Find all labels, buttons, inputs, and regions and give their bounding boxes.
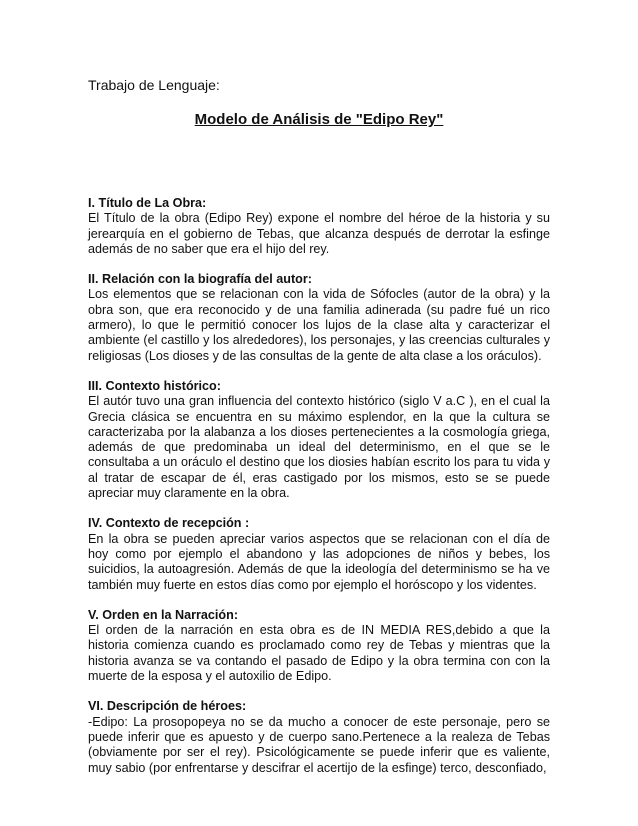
- section-text: Los elementos que se relacionan con la vida de Sófocles (autor de la obra) y la obra son, que era reconocido y de una familia adinerada (su padre fué un rico armero), lo que le permitió conocer los lujos de la clase alta y caracterizar el ambiente (el castillo y los alrededores), los personajes, y las creencias culturales y religiosas (Los dioses y de las consultas de la gente de alta clase a los oráculos).: [88, 287, 550, 363]
- section-text: El autór tuvo una gran influencia del contexto histórico (siglo V a.C ), en el cual la Grecia clásica se encuentra en su máximo esplendor, en la que la cultura se caracterizaba por la alabanza a los dioses pertenecientes a la cosmología griega, además de que predominaba un ideal del determinismo, en el que se le consultaba a un oráculo el destino que los diosies habían escrito los para tu vida y al tratar de escapar de él, eras castigado por los mismos, esto se se puede apreciar muy claramente en la obra.: [88, 394, 550, 501]
- document-header: Trabajo de Lenguaje:: [88, 77, 220, 93]
- section-descripcion-heroes: [88, 699, 550, 775]
- section-heading: V. Orden en la Narración:: [88, 607, 239, 622]
- section-text: El Título de la obra (Edipo Rey) expone el nombre del héroe de la historia y su jerearquía en el gobierno de Tebas, que alcanza después de derrotar la esfinge además de no saber que era el hijo del rey.: [88, 211, 550, 256]
- section-text: En la obra se pueden apreciar varios aspectos que se relacionan con el día de hoy como por ejemplo el abandono y las adopciones de niños y bebes, los suicidios, la autoagresión. Además de que la ideología del determinismo se ha ve también muy fuerte en estos días como por ejemplo el horóscopo y los videntes.: [88, 531, 550, 592]
- section-heading: III. Contexto histórico:: [88, 378, 221, 393]
- section-orden-narracion: [88, 608, 550, 684]
- document-title: Modelo de Análisis de "Edipo Rey": [194, 111, 444, 128]
- document-body: [88, 196, 550, 791]
- section-contexto-recepcion: [88, 516, 550, 592]
- section-text: -Edipo: La prosopopeya no se da mucho a conocer de este personaje, pero se puede inferir que es apuesto y de cuerpo sano.Pertenece a la realeza de Tebas (obviamente por ser el rey). Psicológicamente se puede inferir que es valiente, muy sabio (por enfrentarse y descifrar el acertijo de la esfinge) terco, desconfiado,: [88, 714, 550, 775]
- section-heading: II. Relación con la biografía del autor:: [88, 272, 312, 287]
- section-heading: IV. Contexto de recepción :: [88, 516, 250, 531]
- section-titulo: [88, 196, 550, 257]
- section-heading: VI. Descripción de héroes:: [88, 699, 247, 714]
- section-contexto-historico: [88, 379, 550, 501]
- section-text: El orden de la narración en esta obra es de IN MEDIA RES,debido a que la historia comienza cuando es proclamado como rey de Tebas y mientras que la historia avanza se va contando el pasado de Edipo y la obra termina con con la muerte de la esposa y el autoxilio de Edipo.: [88, 623, 550, 684]
- section-heading: I. Título de La Obra:: [88, 196, 207, 210]
- section-biografia: [88, 272, 550, 364]
